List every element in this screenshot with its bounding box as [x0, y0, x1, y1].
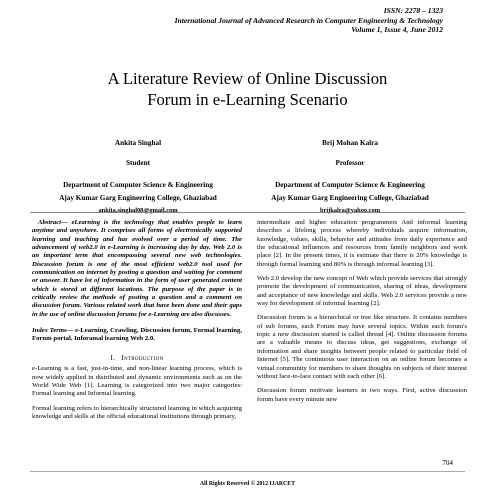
author-institution: Ajay Kumar Garg Engineering College, Ghaziabad [59, 194, 217, 202]
abstract: Abstract— eLearning is the technology that enables people to learn anytime and anywhere. It comprises all forms of electronically supported learning and teaching and has evolved over a period of time. The advancement of web2.0 in e-Learning is increasing day by day. Web 2.0 is an important term that encompassing several new web technologies. Discussion forum is one of the most efficient web2.0 tool used for communication on internet by posting a question and waiting for comment or answer. It have lot of information in the form of user generated content which is stored at different locations. The purpose of the paper is to critically review the methods of posting a question and a comment on discussion forum. Various related work that have been done and their gaps in the use of online discussion forums for e-Learning are also discusses. [32, 219, 242, 318]
author-institution: Ajay Kumar Garg Engineering College, Ghaziabad [271, 194, 429, 202]
paragraph: Discussion forum motivate learners in two ways. First, active discussion forum have every minute new [257, 387, 467, 403]
page-number: 704 [442, 459, 453, 467]
copyright-footer: All Rights Reserved © 2012 IJARCET [200, 481, 295, 487]
author-name: Brij Mohan Kalra [322, 139, 378, 147]
author-email: ankita.singhal08@gmail.com [98, 207, 178, 214]
paragraph: Web 2.0 develop the new concept of Web which provide services that strongly promote the development of communication, sharing of ideas, development and acceptance of new knowledge and skills. Web 2.0 services provide a new way for development of informal learning [2]. [257, 275, 467, 308]
paragraph: intermediate and higher education programmers And informal learning describes a lifelong process whereby individuals acquire information, knowledge, values, skills, behavior and attitudes from daily experience and the educational influences and resources from family neighbors and work place [2]. In the present times, it is estimate that there is 20% knowledge is through formal learning and 80% is through informal learning [3]. [257, 219, 467, 268]
paragraph: Discussion forum is a hierarchical or tree like structure. It contains numbers of sub forums, each Forum may have several topics. Within each forum's topic a new discussion started is called thread [4]. Online discussion forums are a valuable means to discuss ideas, get suggestions, exchange of information and share insights between people related to particular field of Internet [5]. The continuous user interaction on an online forum becomes a virtual community for members to share thoughts on subjects of their interest without face-to-face contact with each other [6]. [257, 314, 467, 380]
paper-title [40, 68, 455, 110]
paragraph: Formal learning refers to hierarchically structured learning in which acquiring knowledge and skills at the official educational institutions through primary, [32, 404, 242, 420]
paper-title-line-2: Forum in e-Learning Scenario [147, 90, 348, 109]
author-name: Ankita Singhal [114, 139, 162, 147]
journal-name: International Journal of Advanced Research in Computer Engineering & Technology [174, 15, 443, 25]
index-terms-lead: Index Terms— [32, 327, 74, 335]
section-number: I. [110, 353, 116, 362]
author-department: Department of Computer Science & Engineering [275, 181, 425, 189]
index-terms-text: e-Learning, Crawling, Discussion forum, Formal learning, Forum portal, Inforamal learning Web 2.0. [32, 327, 242, 343]
index-terms [32, 327, 242, 344]
journal-issn: ISSN: 2278 – 1323 [383, 6, 443, 15]
journal-volume: Volume 1, Issue 4, June 2012 [351, 25, 443, 35]
author-role: Professor [335, 159, 365, 167]
paper-title-line-1: A Literature Review of Online Discussion [107, 69, 388, 88]
author-role: Student [126, 159, 150, 167]
footer-divider [30, 471, 465, 472]
journal-header [43, 6, 443, 35]
author-email: brijkalra@yahoo.com [319, 207, 381, 214]
author-department: Department of Computer Science & Engineering [63, 181, 213, 189]
left-column [32, 219, 242, 427]
section-heading [32, 354, 242, 362]
right-column [257, 219, 467, 410]
paragraph: e-Learning is a fast, just-in-time, and non-linear learning process, which is now widely applied in distributed and dynamic environments such as on the World Wide Web [1]. Learning is categorized into two major categories: Formal learning and Informal learning. [32, 365, 242, 398]
section-title: Introduction [121, 353, 164, 362]
header-divider [30, 212, 465, 213]
